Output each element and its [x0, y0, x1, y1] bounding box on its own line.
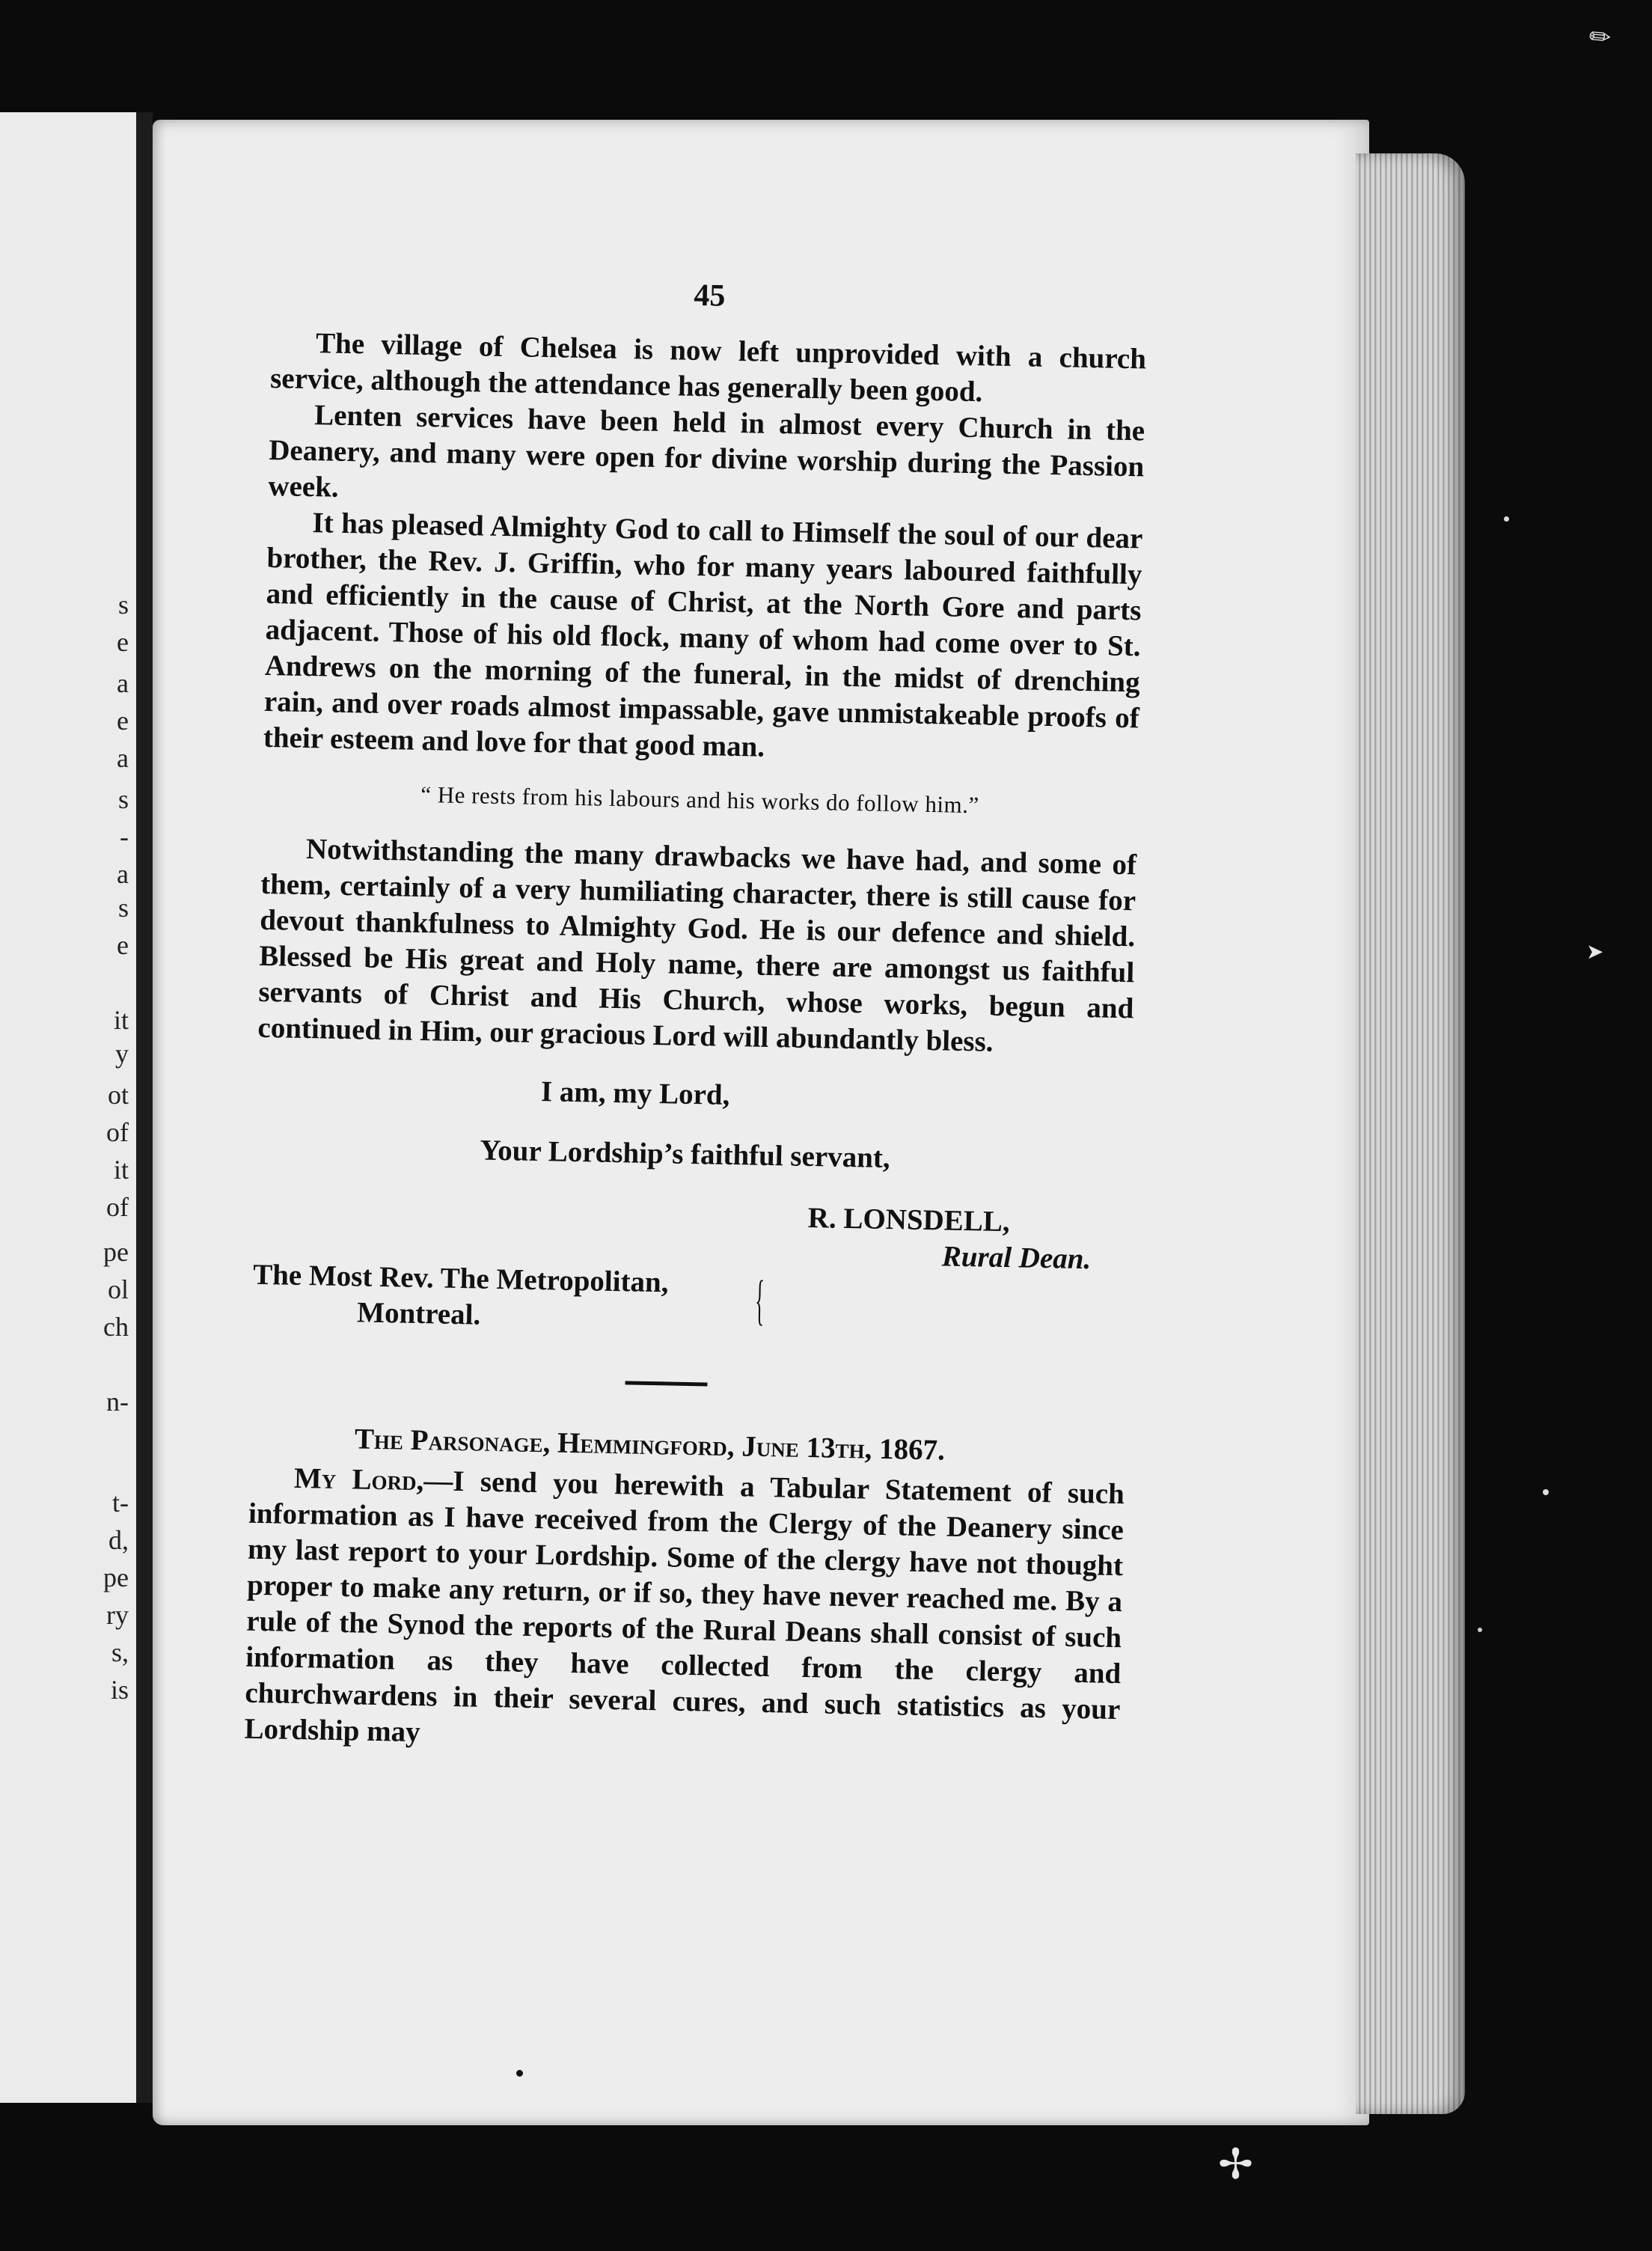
left-page-fragment: it	[113, 1155, 129, 1185]
left-page-fragment: s	[117, 784, 129, 814]
ink-dot	[516, 2070, 523, 2077]
left-page-fragment: d,	[108, 1525, 129, 1555]
left-page-fragment: pe	[103, 1563, 129, 1592]
left-page-fragment: ry	[106, 1600, 129, 1630]
dust-speck	[1504, 516, 1509, 522]
scratch-mark: ➤	[1586, 939, 1604, 964]
scratch-mark: ✢	[1218, 2140, 1253, 2189]
address-line-2: Montreal.	[356, 1296, 481, 1331]
left-page-fragment: a	[117, 668, 129, 698]
dust-speck	[1478, 1628, 1482, 1632]
left-page-fragment: is	[110, 1675, 129, 1705]
left-page-fragment: e	[117, 627, 129, 657]
left-page-fragment: n-	[106, 1387, 129, 1417]
paragraph-thankfulness: Notwithstanding the many drawbacks we have had, and some of them, certainly of a very humiliating character, there is still cause for devout thankfulness to Almighty God. He is our defence and shield. Blessed be His great and Holy name, there are amongst us faithful servants of Christ and His Church, whose works, begun and continued in Him, our gracious Lord will abundantly bless.	[257, 833, 1137, 1058]
dust-speck	[1543, 1489, 1549, 1495]
letter-salutation: My Lord,	[293, 1462, 424, 1497]
book-gutter	[136, 112, 153, 2103]
book-page	[153, 120, 1369, 2125]
closing-salutation: I am, my Lord,	[540, 1075, 730, 1111]
paragraph-griffin: It has pleased Almighty God to call to Himself the soul of our dear brother, the Rev. J. Griffin, who for many years laboured faithfully and efficiently in the cause of Christ, at the North Gore and parts adjacent. Those of his old flock, many of whom had come over to St. Andrews on the morning of the funeral, in the midst of drenching rain, and over roads almost impassable, gave unmistakeable proofs of their esteem and love for that good man.	[263, 507, 1143, 763]
paragraph-chelsea: The village of Chelsea is now left unprovided with a church service, although the attendance has generally been good.	[269, 327, 1147, 409]
left-page-fragment: y	[115, 1039, 129, 1069]
letter-heading: The Parsonage, Hemmingford, June 13th, 1867.	[354, 1423, 946, 1467]
closing-valediction: Your Lordship’s faithful servant,	[480, 1134, 891, 1175]
scratch-mark: ✎	[1582, 19, 1619, 56]
page-number: 45	[693, 278, 726, 314]
letter-body	[244, 1460, 1125, 1764]
paragraph-lenten: Lenten services have been held in almost every Church in the Deanery, and many were open for divine worship during the Passion week.	[268, 399, 1145, 504]
signature-title: Rural Dean.	[941, 1240, 1092, 1276]
left-page-fragment: ch	[103, 1312, 129, 1342]
left-page-fragment: e	[117, 706, 129, 736]
left-page-fragment: pe	[103, 1237, 129, 1267]
left-page-fragment: ot	[107, 1080, 129, 1110]
left-page-fragment: of	[106, 1117, 129, 1147]
left-page-fragment: e	[117, 930, 129, 960]
page-edges	[1356, 153, 1465, 2114]
left-page-fragment: a	[117, 859, 129, 889]
left-page-fragment: s	[117, 590, 129, 620]
address-line-1: The Most Rev. The Metropolitan,	[252, 1258, 669, 1299]
left-page-fragment: s	[117, 893, 129, 923]
section-divider	[625, 1381, 707, 1386]
left-page-fragment: ol	[107, 1274, 129, 1304]
left-page-fragment: of	[106, 1192, 129, 1222]
left-page-fragment: a	[117, 743, 129, 773]
left-page-fragment: it	[113, 1005, 129, 1035]
scripture-quote: “ He rests from his labours and his works do follow him.”	[420, 781, 980, 819]
brace-mark: {	[754, 1269, 765, 1331]
left-page-fragment: -	[120, 822, 129, 852]
left-page-fragment: s,	[111, 1637, 129, 1667]
page-text	[244, 269, 1148, 1764]
signature-name: R. LONSDELL,	[807, 1201, 1010, 1238]
left-facing-page	[0, 112, 141, 2103]
left-page-fragment: t-	[112, 1488, 129, 1518]
letter-body-text: —I send you herewith a Tabular Statement of such information as I have received from the Clergy of the Deanery since my last report to your Lordship. Some of the clergy have not thought proper to make any return, or if so, they have never reached me. By a rule of the Synod the reports of the Rural Deans shall consist of such information as they have collected from the clergy and churchwardens in their several cures, and such statistics as your Lordship may	[244, 1464, 1125, 1749]
